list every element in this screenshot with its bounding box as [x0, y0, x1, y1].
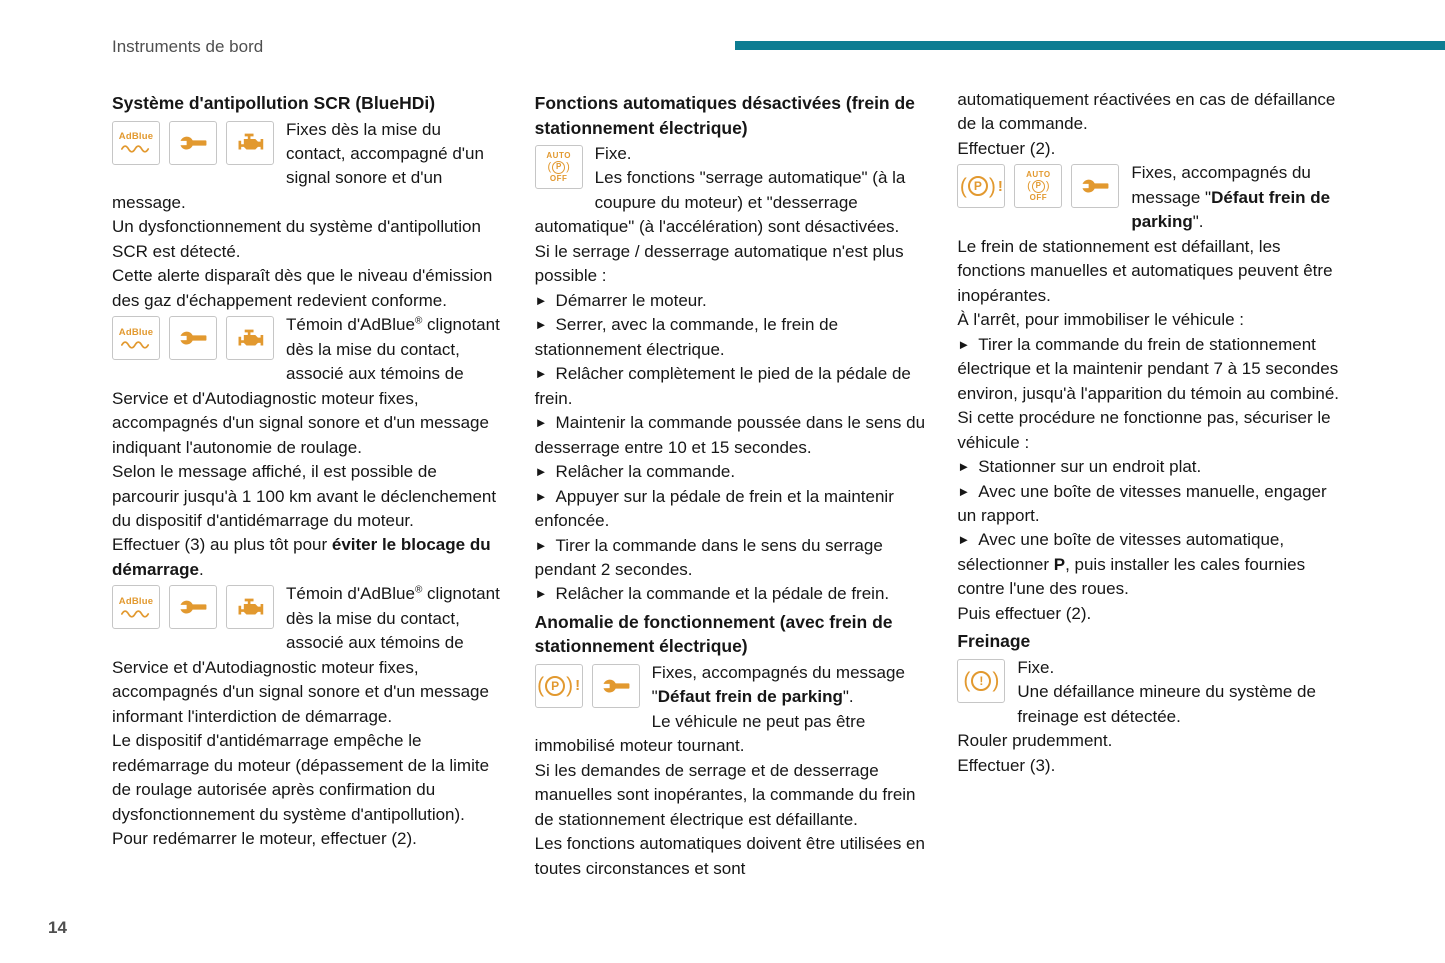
text-segment: P: [1053, 554, 1066, 574]
page-number: 14: [48, 918, 67, 937]
text-segment: Fixe.: [1017, 657, 1055, 677]
service-wrench-icon: [169, 585, 217, 629]
paragraph: [112, 827, 505, 851]
icon-paragraph: [112, 118, 505, 216]
wrench-glyph: [1078, 169, 1112, 203]
excl-circle-emblem: [963, 670, 999, 691]
adblue-label: AdBlue: [118, 130, 154, 142]
bullet-arrow: ►: [957, 483, 971, 499]
text-segment: automatiquement réactivées en cas de défaillance de la commande.: [957, 90, 1336, 134]
service-wrench-icon: [592, 664, 640, 708]
adblue-icon: [112, 585, 160, 629]
section-heading: [957, 629, 1350, 654]
paragraph: [535, 240, 928, 289]
text-segment: Pour redémarrer le moteur, effectuer (2).: [112, 829, 417, 849]
engine-autodiagnostic-icon: [226, 585, 274, 629]
paragraph: [957, 754, 1350, 778]
icon-paragraph: [535, 142, 928, 240]
paragraph: [535, 710, 928, 759]
right-arc: ): [566, 674, 574, 698]
section-heading: [112, 91, 505, 116]
right-arc: ): [566, 160, 570, 173]
paragraph: [957, 235, 1350, 308]
brake-warning-icon: [957, 659, 1005, 703]
bullet-item: [535, 485, 928, 534]
text-segment: Effectuer (3) au plus tôt pour: [112, 535, 332, 555]
text-segment: Démarrer le moteur.: [555, 290, 707, 310]
warning-icon-group: [535, 145, 583, 189]
circle-glyph: P: [968, 176, 988, 196]
exclamation-mark: !: [575, 677, 581, 695]
bullet-item: [957, 455, 1350, 479]
paragraph: [112, 533, 505, 582]
page-header-title: Instruments de bord: [112, 37, 264, 56]
text-segment: , puis installer les cales fournies contre l'une des roues.: [957, 554, 1306, 599]
text-segment: ®: [414, 584, 423, 596]
exclamation-mark: !: [997, 177, 1003, 195]
text-segment: Fixes, accompagnés du message ": [1131, 163, 1311, 207]
content-columns: [112, 88, 1350, 881]
wrench-glyph: [599, 669, 633, 703]
text-segment: Tirer la commande dans le sens du serrage pendant 2 secondes.: [534, 535, 883, 579]
icon-paragraph: [112, 313, 505, 460]
icon-paragraph: [535, 661, 928, 710]
bullet-item: [535, 534, 928, 583]
text-segment: À l'arrêt, pour immobiliser le véhicule :: [957, 310, 1245, 330]
engine-glyph: [235, 132, 265, 153]
bullet-item: [535, 411, 928, 460]
text-segment: Freinage: [957, 631, 1031, 652]
text-segment: Serrer, avec la commande, le frein de stationnement électrique.: [534, 315, 839, 359]
text-segment: Cette alerte disparaît dès que le niveau d'émission des gaz d'échappement redevient conforme.: [112, 266, 493, 310]
bullet-item: [535, 313, 928, 362]
text-segment: Une défaillance mineure du système de freinage est détectée.: [1017, 682, 1316, 726]
text-segment: Si le serrage / desserrage automatique n'est plus possible :: [534, 241, 904, 286]
paragraph: [957, 406, 1350, 455]
warning-icon-group: [957, 164, 1119, 208]
p-circle-emblem: [548, 161, 570, 174]
bullet-item: [535, 362, 928, 411]
p-circle-emblem: [1027, 180, 1049, 193]
paragraph: [957, 308, 1350, 332]
engine-autodiagnostic-icon: [226, 121, 274, 165]
right-arc: ): [1045, 179, 1050, 192]
warning-icon-group: [957, 659, 1005, 703]
bullet-item: [535, 289, 928, 313]
text-segment: Relâcher la commande.: [555, 462, 736, 482]
icon-paragraph: [957, 161, 1350, 234]
warning-icon-group: [112, 585, 274, 629]
engine-glyph: [235, 597, 265, 618]
text-segment: Les fonctions automatiques doivent être utilisées en toutes circonstances et sont: [534, 834, 925, 878]
text-segment: Puis effectuer (2).: [957, 603, 1092, 623]
text-segment: Un dysfonctionnement du système d'antipollution SCR est détecté.: [112, 217, 481, 261]
left-arc: (: [963, 669, 971, 693]
left-arc: (: [547, 160, 552, 173]
engine-glyph: [235, 328, 265, 349]
bullet-arrow: ►: [957, 459, 971, 475]
bullet-item: [535, 582, 928, 606]
text-segment: Défaut frein de parking: [1131, 187, 1331, 232]
text-segment: ".: [1192, 212, 1204, 232]
adblue-label: AdBlue: [118, 326, 154, 338]
adblue-wave-glyph: [120, 609, 152, 618]
circle-glyph: P: [1032, 180, 1045, 193]
text-segment: éviter le blocage du démarrage: [112, 535, 491, 579]
right-arc: ): [988, 174, 996, 198]
adblue-label: AdBlue: [118, 595, 154, 607]
text-segment: Le dispositif d'antidémarrage empêche le redémarrage du moteur (dépassement de la limite de roulage autorisée après confirmation du dysfonctionnement du système d'antipollution).: [112, 731, 490, 824]
paragraph: [112, 460, 505, 533]
page-column-2: [535, 88, 928, 881]
off-label: OFF: [549, 173, 568, 183]
adblue-icon: [112, 316, 160, 360]
bullet-arrow: ►: [534, 586, 548, 602]
text-segment: clignotant dès la mise du contact, associé aux témoins de Service et d'Autodiagnostic moteur fixes, accompagnés d'un signal sonore et d'un message indiquant l'autonomie de roulage.: [112, 315, 500, 457]
circle-glyph: P: [552, 161, 565, 174]
text-segment: Fixes dès la mise du contact, accompagné d'un signal sonore et d'un message.: [112, 119, 484, 212]
icon-paragraph: [112, 582, 505, 729]
service-wrench-icon: [169, 316, 217, 360]
parking-brake-fault-icon: [535, 664, 583, 708]
text-segment: Avec une boîte de vitesses manuelle, engager un rapport.: [957, 481, 1327, 525]
paragraph: [957, 729, 1350, 753]
header-accent-bar: [735, 41, 1445, 50]
text-segment: ®: [414, 315, 423, 327]
adblue-icon: [112, 121, 160, 165]
wrench-glyph: [176, 126, 210, 160]
bullet-arrow: ►: [534, 488, 548, 504]
text-segment: Si les demandes de serrage et de desserrage manuelles sont inopérantes, la commande du frein de stationnement électrique est défaillante.: [534, 760, 916, 829]
section-heading: [535, 610, 928, 659]
warning-icon-group: [112, 121, 274, 165]
bullet-arrow: ►: [534, 292, 548, 308]
bullet-item: [957, 480, 1350, 529]
text-segment: Le véhicule ne peut pas être immobilisé moteur tournant.: [534, 711, 866, 756]
paragraph: [957, 88, 1350, 137]
text-segment: Effectuer (2).: [957, 138, 1056, 158]
auto-label: AUTO: [546, 150, 571, 160]
paragraph: [112, 215, 505, 264]
service-wrench-icon: [169, 121, 217, 165]
text-segment: Tirer la commande du frein de stationnement électrique et la maintenir pendant 7 à 15 secondes environ, jusqu'à l'apparition du témoin au combiné.: [957, 334, 1340, 403]
text-segment: Relâcher la commande et la pédale de frein.: [555, 584, 890, 604]
wrench-glyph: [176, 590, 210, 624]
parking-brake-fault-icon: [957, 164, 1005, 208]
text-segment: Avec une boîte de vitesses automatique, sélectionner: [957, 530, 1285, 574]
text-segment: clignotant dès la mise du contact, associé aux témoins de Service et d'Autodiagnostic moteur fixes, accompagnés d'un signal sonore et d'un message informant l'interdiction de démarrage.: [112, 584, 500, 726]
wrench-glyph: [176, 321, 210, 355]
paragraph: [535, 832, 928, 881]
circle-glyph: !: [971, 671, 991, 691]
off-label: OFF: [1029, 192, 1048, 202]
circle-glyph: P: [545, 676, 565, 696]
text-segment: Maintenir la commande poussée dans le sens du desserrage entre 10 et 15 secondes.: [534, 413, 926, 457]
text-segment: Fixes, accompagnés du message ": [651, 662, 905, 707]
text-segment: Appuyer sur la pédale de frein et la maintenir enfoncée.: [534, 486, 894, 531]
text-segment: Le frein de stationnement est défaillant, les fonctions manuelles et automatiques peuvent être inopérantes.: [957, 236, 1333, 305]
paragraph: [112, 729, 505, 827]
bullet-arrow: ►: [534, 366, 548, 382]
engine-autodiagnostic-icon: [226, 316, 274, 360]
service-wrench-icon: [1071, 164, 1119, 208]
paragraph: [112, 264, 505, 313]
text-segment: ".: [842, 687, 854, 707]
adblue-wave-glyph: [120, 340, 152, 349]
p-circle-emblem: [537, 675, 580, 696]
section-heading: [535, 91, 928, 140]
p-circle-emblem: [960, 176, 1003, 197]
bullet-arrow: ►: [957, 532, 971, 548]
right-arc: ): [992, 669, 1000, 693]
text-segment: Si cette procédure ne fonctionne pas, sécuriser le véhicule :: [957, 408, 1331, 452]
left-arc: (: [537, 674, 545, 698]
p-circle-emblem: [960, 176, 996, 197]
bullet-arrow: ►: [957, 336, 971, 352]
bullet-arrow: ►: [534, 317, 548, 333]
bullet-item: [535, 460, 928, 484]
warning-icon-group: [112, 316, 274, 360]
paragraph: [957, 602, 1350, 626]
bullet-arrow: ►: [534, 464, 548, 480]
text-segment: .: [198, 559, 204, 579]
text-segment: Système d'antipollution SCR (BlueHDi): [112, 93, 436, 113]
left-arc: (: [1027, 179, 1031, 192]
text-segment: Fonctions automatiques désactivées (frein de stationnement électrique): [534, 93, 915, 138]
adblue-wave-glyph: [120, 144, 152, 153]
page-column-3: [957, 88, 1350, 881]
left-arc: (: [959, 174, 967, 198]
warning-icon-group: [535, 664, 640, 708]
text-segment: Témoin d'AdBlue: [286, 315, 415, 335]
text-segment: Les fonctions "serrage automatique" (à la coupure du moteur) et "desserrage automatique" (à l'accélération) sont désactivées.: [534, 168, 906, 237]
auto-p-off-icon: [535, 145, 583, 189]
page-column-1: [112, 88, 505, 881]
text-segment: Défaut frein de parking: [657, 687, 843, 707]
text-segment: Stationner sur un endroit plat.: [978, 457, 1202, 477]
text-segment: Rouler prudemment.: [957, 731, 1113, 751]
text-segment: Selon le message affiché, il est possible de parcourir jusqu'à 1 100 km avant le déclenchement du dispositif d'antidémarrage du moteur.: [112, 462, 497, 530]
text-segment: Anomalie de fonctionnement (avec frein de stationnement électrique): [534, 611, 893, 657]
bullet-item: [957, 528, 1350, 601]
bullet-arrow: ►: [534, 415, 548, 431]
bullet-arrow: ►: [534, 537, 548, 553]
text-segment: Témoin d'AdBlue: [286, 584, 415, 604]
text-segment: Effectuer (3).: [957, 755, 1056, 775]
text-segment: Relâcher complètement le pied de la pédale de frein.: [534, 364, 911, 408]
p-circle-emblem: [537, 675, 573, 696]
bullet-item: [957, 333, 1350, 406]
auto-p-off-icon: [1014, 164, 1062, 208]
text-segment: Fixe.: [594, 144, 632, 163]
paragraph: [535, 759, 928, 832]
auto-label: AUTO: [1026, 169, 1051, 179]
icon-paragraph: [957, 656, 1350, 729]
paragraph: [957, 137, 1350, 161]
